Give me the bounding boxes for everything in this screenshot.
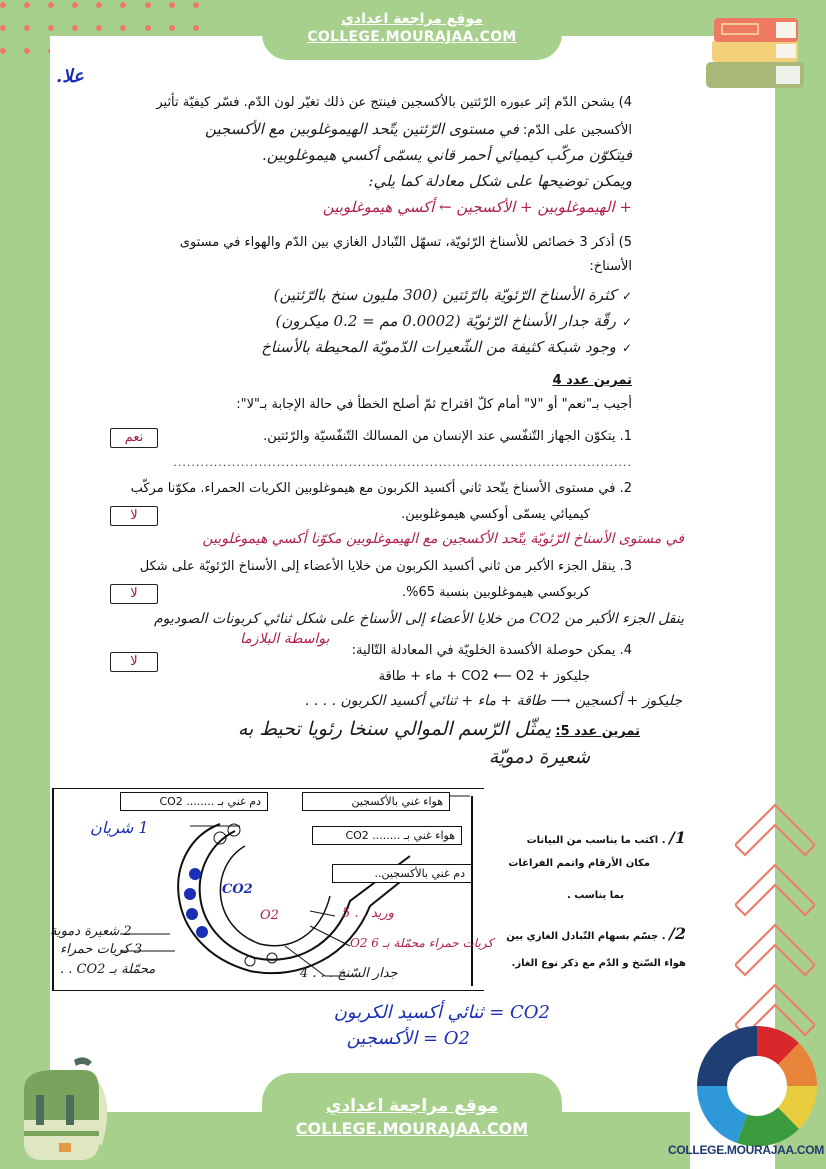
legend-o2: O2 = الأكسجين — [346, 1028, 470, 1049]
alveolus-diagram — [50, 786, 690, 998]
check-icon: ✓ — [621, 289, 632, 303]
label-box-blood-co2: دم غني بـ ........ CO2 — [120, 792, 268, 811]
subjects-wheel-logo — [696, 1025, 818, 1147]
label-4: جدار السّنخ . . . 4 — [300, 966, 398, 981]
label-box-blood-o2: دم غني بالأكسجين.. — [332, 864, 472, 883]
answer-box-2: لا — [110, 506, 158, 526]
question-2-cont: هواء السّنخ و الدّم مع ذكر نوع الغاز. — [511, 958, 686, 969]
label-3: 3 كريات حمراء — [60, 942, 143, 957]
q4-answer-line-1 — [205, 120, 632, 140]
corner-mark: علا. — [56, 66, 84, 87]
q4-equation: + الهيموغلوبين + الأكسجين ← أكسي هيموغلوبين — [322, 198, 632, 216]
check-icon: ✓ — [621, 341, 632, 355]
header-site-name[interactable]: موقع مراجعة اعدادي — [341, 11, 483, 27]
backpack-icon — [14, 1055, 114, 1160]
exercise5-text-2: شعيرة دمويّة — [488, 746, 590, 768]
exercise4-title: تمرين عدد 4 — [552, 373, 632, 388]
q5-answer-3: ✓وجود شبكة كثيفة من الشّعيرات الدّمويّة المحيطة بالأسناخ — [261, 338, 632, 356]
exercise4-instruction: أجيب بـ"نعم" أو "لا" أمام كلّ اقتراح ثمّ أصلح الخطأ في حالة الإجابة بـ"لا": — [236, 397, 632, 412]
worksheet-page — [50, 36, 690, 1169]
q5-prompt: 5) أذكر 3 خصائص للأسناخ الرّئويّة، تسهّل التّبادل الغازي بين الدّم والهواء في مستوى — [179, 235, 632, 250]
footer-site-name[interactable]: موقع مراجعة اعدادي — [325, 1096, 499, 1116]
ex4-item-4-correction: جليكوز + أكسجين ⟶ طاقة + ماء + ثنائي أكسيد الكربون . . . . — [304, 693, 682, 709]
exercise5-header — [238, 720, 640, 741]
q4-prompt-cont: الأكسجين على الدّم: — [522, 123, 632, 138]
q4-prompt: 4) يشحن الدّم إثر عبوره الرّئتين بالأكسجين فينتج عن ذلك تغيّر لون الدّم. فسّر كيفيّة تأثير — [156, 95, 632, 110]
footer-site-url[interactable]: COLLEGE.MOURAJAA.COM — [295, 1119, 529, 1138]
question-1-cont: مكان الأرقام واتمم الفراغات — [508, 858, 650, 869]
label-box-air-o2: هواء غني بالأكسجين — [302, 792, 450, 811]
ex4-item-4: 4. يمكن حوصلة الأكسدة الخلويّة في المعادلة التّالية: — [351, 643, 632, 658]
ex4-item-3-correction: ينقل الجزء الأكبر من CO2 من خلايا الأعضاء إلى الأسناخ على شكل ثنائي كربونات الصوديوم — [154, 611, 684, 627]
label-5: وريد . . 5 — [342, 906, 394, 921]
footer-banner[interactable] — [262, 1073, 562, 1169]
answer-box-4: لا — [110, 652, 158, 672]
chevrons-icon — [735, 790, 815, 1040]
q4-answer-line-2: فيتكوّن مركّب كيميائي أحمر قاني يسمّى أكسي هيموغلوبين. — [262, 146, 632, 164]
q5-answer-1: ✓كثرة الأسناخ الرّئويّة بالرّئتين (300 مليون سنخ بالرّئتين) — [273, 286, 632, 304]
left-margin-band — [0, 0, 50, 1169]
exercise5-text-1: يمثّل الرّسم الموالي سنخا رئويا تحيط به — [237, 718, 552, 740]
ex4-item-3: 3. ينقل الجزء الأكبر من ثاني أكسيد الكربون من خلايا الأعضاء إلى الأسناخ الرّئويّة على شكل — [139, 559, 632, 574]
answer-box-3: لا — [110, 584, 158, 604]
q5-answer-2: ✓رقّة جدار الأسناخ الرّئويّة (0.0002 مم = 0.2 ميكرون) — [275, 312, 632, 330]
ex4-item-2-correction: في مستوى الأسناخ الرّئويّة يتّحد الأكسجين مع الهيموغلوبين مكوّنا أكسي هيموغلوبين — [202, 531, 684, 547]
ex4-item-3-cont: كربوكسي هيموغلوبين بنسبة 65%. — [401, 585, 590, 600]
header-banner[interactable] — [262, 0, 562, 60]
ex4-item-1-correction: ...................................................................................................... — [173, 456, 632, 469]
check-icon: ✓ — [621, 315, 632, 329]
ex4-item-2-cont: كيميائي يسمّى أوكسي هيموغلوبين. — [401, 507, 590, 522]
answer-box-1: نعم — [110, 428, 158, 448]
question-1-cont2: بما يناسب . — [567, 890, 624, 901]
inner-co2-label: CO2 — [222, 882, 253, 897]
books-icon — [700, 12, 812, 92]
question-2: 2/ . جسّم بسهام التّبادل الغازي بين — [506, 924, 686, 943]
q5-prompt-cont: الأسناخ: — [589, 259, 632, 274]
ex4-item-1: 1. يتكوّن الجهاز التّنفّسي عند الإنسان من المسالك التّنفّسيّة والرّئتين. — [263, 429, 632, 444]
footer-logo-text[interactable]: COLLEGE.MOURAJAA.COM — [668, 1143, 825, 1157]
label-6: كريات حمراء محمّلة بـ O2 6 — [350, 936, 494, 950]
q4-answer-line-3: ويمكن توضيحها على شكل معادلة كما يلي: — [368, 172, 632, 190]
label-2: 2 شعيرة دموية — [50, 924, 132, 939]
header-site-url[interactable]: COLLEGE.MOURAJAA.COM — [307, 29, 517, 45]
label-box-air-co2: هواء غني بـ ........ CO2 — [312, 826, 462, 845]
ex4-item-3-correction-2: بواسطة البلازما — [240, 631, 330, 647]
inner-o2-label: O2 — [260, 908, 279, 923]
question-1: 1/ . اكتب ما يناسب من البيانات — [526, 828, 686, 847]
legend-co2: CO2 = ثنائي أكسيد الكربون — [333, 1002, 550, 1023]
label-1: 1 شريان — [90, 818, 149, 837]
label-3b: محمّلة بـ CO2 . . — [60, 962, 156, 977]
ex4-item-4-equation: جليكوز + CO2 ⟵ O2 + ماء + طاقة — [378, 669, 590, 684]
exercise5-title: تمرين عدد 5: — [555, 724, 640, 739]
ex4-item-2: 2. في مستوى الأسناخ يتّحد ثاني أكسيد الكربون مع هيموغلوبين الكريات الحمراء. مكوّنا مركّب — [130, 481, 632, 496]
q4-answer-text-1: في مستوى الرّئتين يتّحد الهيموغلوبين مع الأكسجين — [205, 120, 519, 138]
